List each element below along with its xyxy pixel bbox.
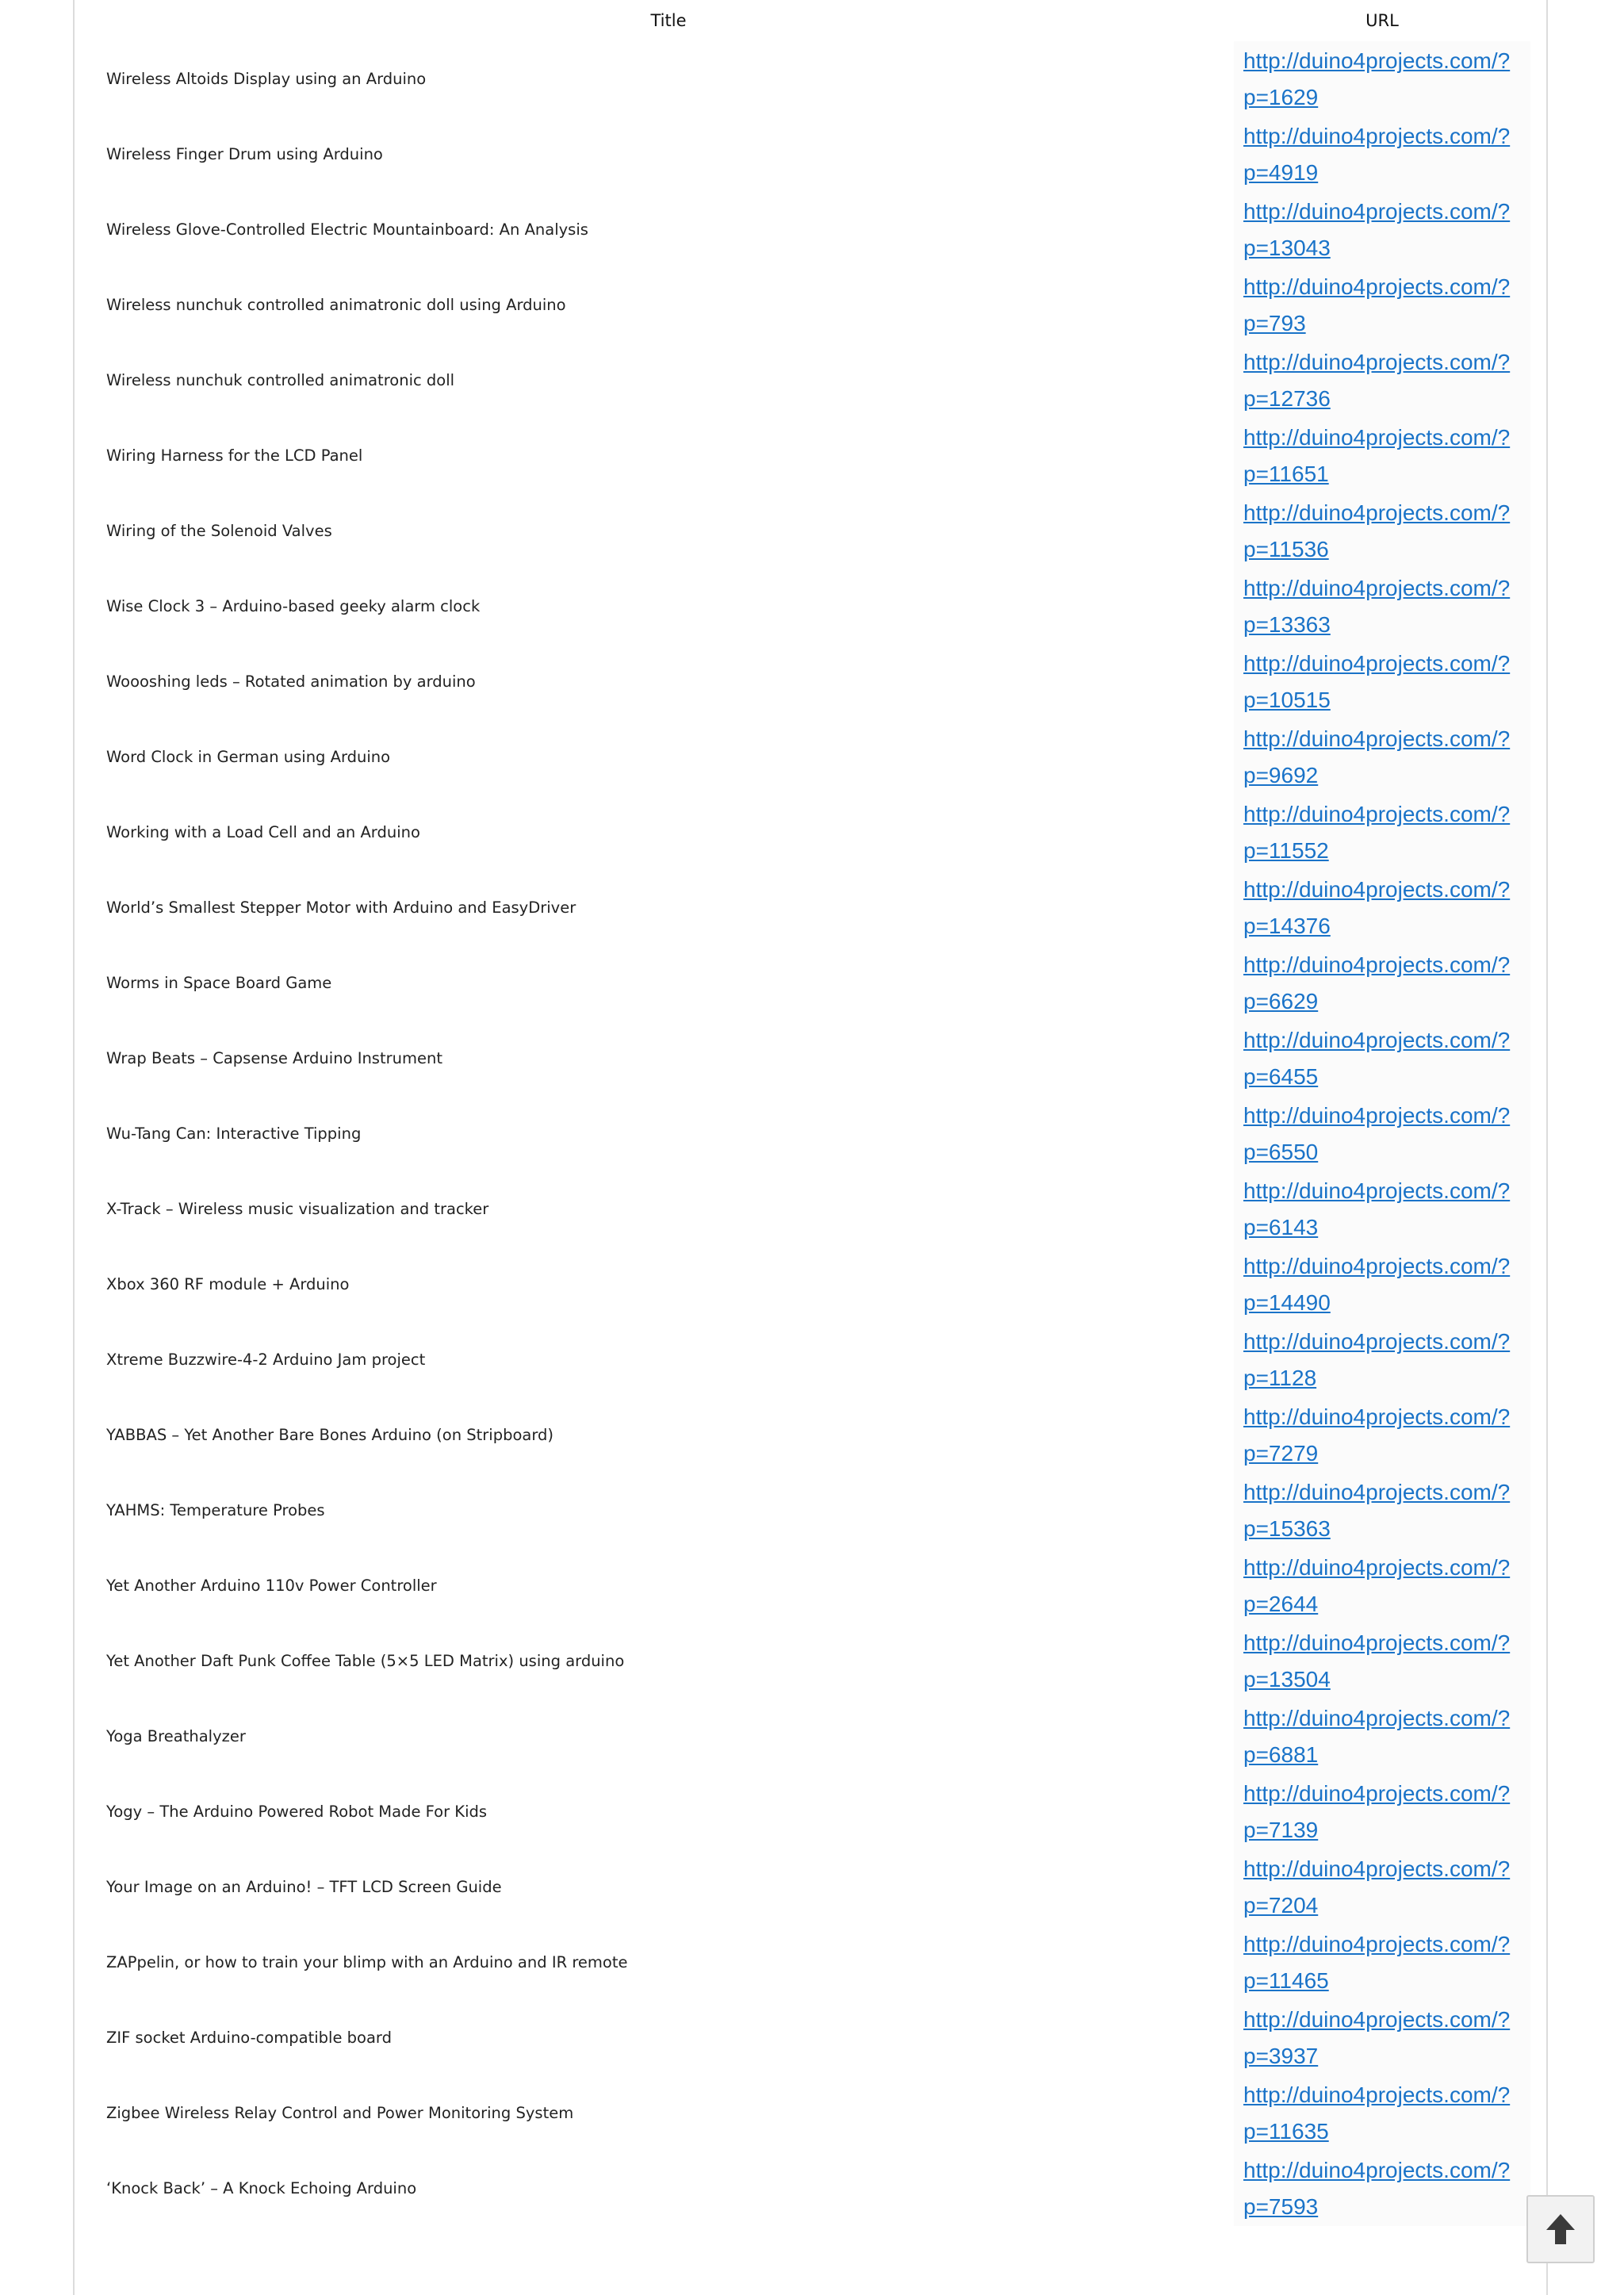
project-title: ZIF socket Arduino-compatible board <box>106 2029 392 2047</box>
project-url-link[interactable]: http://duino4projects.com/?p=11651 <box>1243 424 1511 486</box>
project-url-cell <box>1234 192 1530 267</box>
project-title: Wireless nunchuk controlled animatronic doll using Arduino <box>106 296 566 314</box>
project-title: X-Track – Wireless music visualization and tracker <box>106 1200 489 1218</box>
project-title: Xbox 360 RF module + Arduino <box>106 1275 350 1293</box>
project-url-cell <box>1234 343 1530 418</box>
project-url-link[interactable]: http://duino4projects.com/?p=3937 <box>1243 2006 1511 2068</box>
table-row <box>103 719 1530 795</box>
project-title: Word Clock in German using Arduino <box>106 748 391 766</box>
table-row <box>103 493 1530 569</box>
table-row <box>103 1925 1530 2000</box>
project-url-cell <box>1234 418 1530 493</box>
project-url-cell <box>1234 1774 1530 1849</box>
content-area <box>73 0 1548 2295</box>
project-url-link[interactable]: http://duino4projects.com/?p=6455 <box>1243 1027 1511 1089</box>
project-url-link[interactable]: http://duino4projects.com/?p=14490 <box>1243 1253 1511 1315</box>
table-row <box>103 1849 1530 1925</box>
table-row <box>103 644 1530 719</box>
project-title: Wiring of the Solenoid Valves <box>106 522 332 540</box>
project-title: Wireless Finger Drum using Arduino <box>106 145 383 163</box>
project-url-link[interactable]: http://duino4projects.com/?p=11465 <box>1243 1931 1511 1993</box>
project-url-link[interactable]: http://duino4projects.com/?p=7279 <box>1243 1404 1511 1466</box>
project-url-link[interactable]: http://duino4projects.com/?p=13363 <box>1243 575 1511 637</box>
table-row <box>103 1473 1530 1548</box>
project-title: Wiring Harness for the LCD Panel <box>106 446 363 465</box>
arrow-up-icon <box>1545 2213 1576 2246</box>
project-title: Working with a Load Cell and an Arduino <box>106 823 420 841</box>
column-header-title: Title <box>650 11 687 30</box>
project-url-link[interactable]: http://duino4projects.com/?p=1629 <box>1243 48 1511 109</box>
project-url-cell <box>1234 2151 1530 2226</box>
project-title: Woooshing leds – Rotated animation by arduino <box>106 672 476 691</box>
project-url-link[interactable]: http://duino4projects.com/?p=7139 <box>1243 1780 1511 1842</box>
project-url-link[interactable]: http://duino4projects.com/?p=6881 <box>1243 1705 1511 1767</box>
table-row <box>103 795 1530 870</box>
project-title: Yet Another Daft Punk Coffee Table (5×5 LED Matrix) using arduino <box>106 1652 625 1670</box>
project-url-cell <box>1234 1699 1530 1774</box>
project-url-cell <box>1234 644 1530 719</box>
project-url-cell <box>1234 1247 1530 1322</box>
project-url-cell <box>1234 1096 1530 1171</box>
table-row <box>103 1774 1530 1849</box>
project-url-link[interactable]: http://duino4projects.com/?p=10515 <box>1243 650 1511 712</box>
table-body <box>103 41 1530 2226</box>
project-url-cell <box>1234 493 1530 569</box>
table-row <box>103 1096 1530 1171</box>
project-url-cell <box>1234 1623 1530 1699</box>
table-row <box>103 117 1530 192</box>
table-row <box>103 1623 1530 1699</box>
project-title: Xtreme Buzzwire-4-2 Arduino Jam project <box>106 1351 426 1369</box>
project-url-link[interactable]: http://duino4projects.com/?p=11536 <box>1243 500 1511 561</box>
scroll-to-top-button[interactable] <box>1526 2195 1595 2263</box>
project-url-cell <box>1234 2075 1530 2151</box>
project-url-cell <box>1234 1473 1530 1548</box>
project-title: Wireless Glove-Controlled Electric Mountainboard: An Analysis <box>106 220 588 239</box>
project-url-cell <box>1234 41 1530 117</box>
project-title: Wireless Altoids Display using an Arduino <box>106 70 427 88</box>
project-title: Wireless nunchuk controlled animatronic doll <box>106 371 455 389</box>
table-row <box>103 192 1530 267</box>
project-url-link[interactable]: http://duino4projects.com/?p=12736 <box>1243 349 1511 411</box>
project-url-link[interactable]: http://duino4projects.com/?p=2644 <box>1243 1554 1511 1616</box>
table-row <box>103 870 1530 945</box>
table-row <box>103 1171 1530 1247</box>
project-url-cell <box>1234 1849 1530 1925</box>
project-title: Wu-Tang Can: Interactive Tipping <box>106 1125 362 1143</box>
project-title: Your Image on an Arduino! – TFT LCD Screen Guide <box>106 1878 502 1896</box>
project-url-cell <box>1234 2000 1530 2075</box>
table-row <box>103 343 1530 418</box>
table-row <box>103 945 1530 1021</box>
project-title: ‘Knock Back’ – A Knock Echoing Arduino <box>106 2179 417 2197</box>
project-url-link[interactable]: http://duino4projects.com/?p=6629 <box>1243 952 1511 1013</box>
table-row <box>103 1699 1530 1774</box>
table-header-row <box>103 0 1530 41</box>
table-row <box>103 1397 1530 1473</box>
project-url-cell <box>1234 870 1530 945</box>
project-url-cell <box>1234 1171 1530 1247</box>
project-url-cell <box>1234 569 1530 644</box>
project-url-cell <box>1234 719 1530 795</box>
column-header-url: URL <box>1365 11 1399 30</box>
table-row <box>103 1322 1530 1397</box>
project-url-link[interactable]: http://duino4projects.com/?p=6143 <box>1243 1178 1511 1239</box>
project-title: Zigbee Wireless Relay Control and Power Monitoring System <box>106 2104 574 2122</box>
table-row <box>103 2075 1530 2151</box>
project-title: YABBAS – Yet Another Bare Bones Arduino (on Stripboard) <box>106 1426 554 1444</box>
project-url-link[interactable]: http://duino4projects.com/?p=15363 <box>1243 1479 1511 1541</box>
project-title: ZAPpelin, or how to train your blimp with an Arduino and IR remote <box>106 1953 628 1971</box>
project-url-link[interactable]: http://duino4projects.com/?p=793 <box>1243 274 1511 335</box>
project-url-link[interactable]: http://duino4projects.com/?p=4919 <box>1243 123 1511 185</box>
project-url-link[interactable]: http://duino4projects.com/?p=7593 <box>1243 2157 1511 2219</box>
project-url-cell <box>1234 1322 1530 1397</box>
table-row <box>103 2000 1530 2075</box>
project-title: Wrap Beats – Capsense Arduino Instrument <box>106 1049 442 1067</box>
project-url-link[interactable]: http://duino4projects.com/?p=11552 <box>1243 801 1511 863</box>
table-row <box>103 267 1530 343</box>
project-title: Yogy – The Arduino Powered Robot Made For Kids <box>106 1803 488 1821</box>
project-title: Worms in Space Board Game <box>106 974 332 992</box>
project-url-cell <box>1234 1397 1530 1473</box>
project-title: YAHMS: Temperature Probes <box>106 1501 325 1519</box>
projects-table <box>103 0 1530 2226</box>
project-url-cell <box>1234 267 1530 343</box>
table-row <box>103 1548 1530 1623</box>
table-row <box>103 41 1530 117</box>
table-row <box>103 418 1530 493</box>
project-title: Yoga Breathalyzer <box>106 1727 246 1745</box>
project-title: World’s Smallest Stepper Motor with Arduino and EasyDriver <box>106 898 576 917</box>
project-url-link[interactable]: http://duino4projects.com/?p=14376 <box>1243 876 1511 938</box>
project-url-link[interactable]: http://duino4projects.com/?p=1128 <box>1243 1328 1511 1390</box>
project-url-cell <box>1234 1925 1530 2000</box>
project-url-cell <box>1234 117 1530 192</box>
table-row <box>103 1247 1530 1322</box>
project-url-link[interactable]: http://duino4projects.com/?p=13504 <box>1243 1630 1511 1692</box>
table-row <box>103 1021 1530 1096</box>
project-url-link[interactable]: http://duino4projects.com/?p=11635 <box>1243 2082 1511 2144</box>
project-url-cell <box>1234 945 1530 1021</box>
project-url-link[interactable]: http://duino4projects.com/?p=7204 <box>1243 1856 1511 1918</box>
table-row <box>103 569 1530 644</box>
project-url-cell <box>1234 1548 1530 1623</box>
project-url-link[interactable]: http://duino4projects.com/?p=13043 <box>1243 198 1511 260</box>
project-title: Wise Clock 3 – Arduino-based geeky alarm clock <box>106 597 481 615</box>
project-url-cell <box>1234 1021 1530 1096</box>
project-url-link[interactable]: http://duino4projects.com/?p=6550 <box>1243 1102 1511 1164</box>
table-row <box>103 2151 1530 2226</box>
project-title: Yet Another Arduino 110v Power Controller <box>106 1577 437 1595</box>
project-url-link[interactable]: http://duino4projects.com/?p=9692 <box>1243 726 1511 787</box>
project-url-cell <box>1234 795 1530 870</box>
